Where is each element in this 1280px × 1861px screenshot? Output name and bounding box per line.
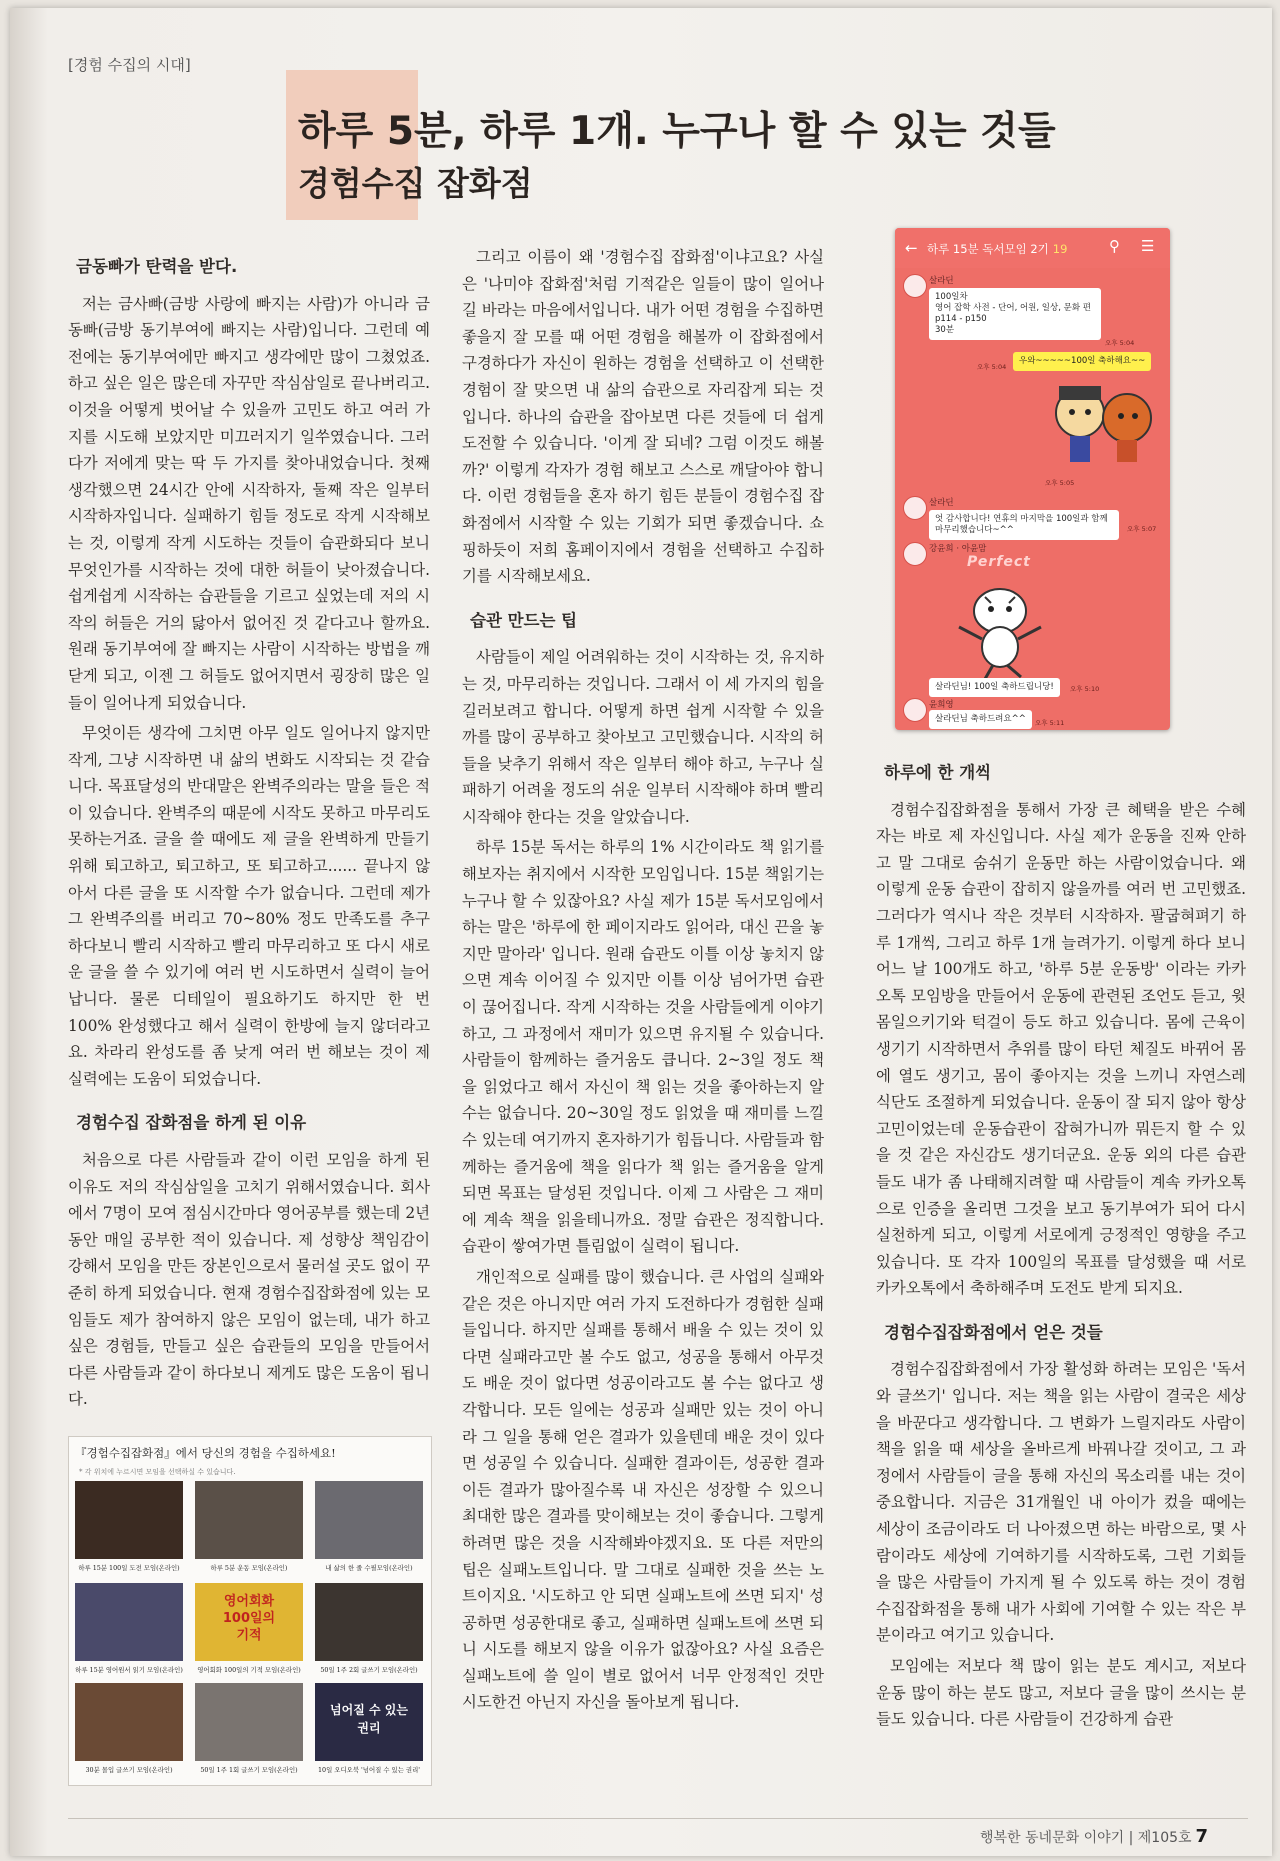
subheading: 하루에 한 개씩 <box>884 763 992 782</box>
meeting-tile[interactable] <box>75 1683 183 1761</box>
menu-icon[interactable]: ☰ <box>1141 237 1155 255</box>
chat-nickname: 강윤희 · 아윤맘 <box>929 544 987 554</box>
tile-caption: 50일 1주 2회 글쓰기 모임(온라인) <box>320 1666 418 1674</box>
chat-timestamp: 오후 5:05 <box>1045 479 1075 487</box>
paragraph: 사람들이 제일 어려워하는 것이 시작하는 것, 유지하는 것, 마무리하는 것입니다. 그래서 이 세 가지의 힘을 길러보려고 합니다. 어떻게 하면 쉽게 시작할 수 있을까를 많이 공부하고 찾아보고 고민했습니다. 시작의 허들을 낮추기 위해서 작은 일부터 해야 하고, 누구나 실패하기 어려울 정도의 쉬운 일부터 시작해야 하며 빨리 시작해야 한다는 것을 알았습니다. <box>462 648 824 826</box>
chat-message: 살라딘님! 100일 축하드립니당! <box>929 678 1060 697</box>
avatar <box>903 274 927 298</box>
meeting-tile[interactable] <box>75 1583 183 1661</box>
column-2 <box>462 244 824 1720</box>
meeting-tile[interactable] <box>195 1583 303 1661</box>
tile-caption: 하루 15분 영어원서 읽기 모임(온라인) <box>75 1666 183 1674</box>
chat-timestamp: 오후 5:04 <box>1105 339 1135 347</box>
chat-timestamp: 오후 5:04 <box>977 363 1007 371</box>
paragraph: 모임에는 저보다 책 많이 읽는 분도 계시고, 저보다 운동 많이 하는 분도 많고, 저보다 글을 많이 쓰시는 분들도 있습니다. 다른 사람들이 건강하게 습관 <box>876 1657 1246 1729</box>
title-block <box>286 70 1186 230</box>
chat-nickname: 살라딘 <box>929 498 954 508</box>
tile-caption: 하루 15분 100일 도전 모임(온라인) <box>78 1564 180 1572</box>
avatar <box>903 542 927 566</box>
chat-title: 하루 15분 독서모임 2기 19 <box>927 242 1068 256</box>
subheading: 경험수집 잡화점을 하게 된 이유 <box>76 1113 307 1133</box>
tile-caption: 30분 몰입 글쓰기 모임(온라인) <box>85 1766 173 1774</box>
paragraph: 무엇이든 생각에 그치면 아무 일도 일어나지 않지만 작게, 그냥 시작하면 내 삶의 변화도 시작되는 것 같습니다. 목표달성의 반대말은 완벽주의라는 말을 들은 적이 있습니다. 완벽주의 때문에 시작도 못하고 마무리도 못하는거죠. 글을 쓸 때에도 제 글을 완벽하게 만들기 위해 퇴고하고, 퇴고하고, 또 퇴고하고...... 끝나지 않아서 다른 글을 또 시작할 수가 없습니다. 그런데 제가 그 완벽주의를 버리고 70~80% 정도 만족도를 추구하다보니 빨리 시작하고 빨리 마무리하고 또 다시 새로운 글을 쓸 수 있기에 여러 번 시도하면서 실력이 늘어납니다. 물론 디테일이 필요하기도 하지만 한 번 100% 완성했다고 해서 실력이 한방에 늘지 않더라고요. 차라리 완성도를 좀 낮게 여러 번 해보는 것이 제 실력에는 도움이 되었습니다. <box>68 724 430 1088</box>
subheading: 경험수집잡화점에서 얻은 것들 <box>884 1322 1103 1342</box>
section-tag: [경험 수집의 시대] <box>68 56 191 74</box>
character-sticker <box>1045 378 1165 468</box>
chat-nickname: 살라딘 <box>929 276 954 286</box>
chat-message: 살라딘님 축하드려요^^ <box>929 710 1032 729</box>
page-number: 7 <box>1195 1826 1209 1847</box>
chat-nickname: 윤희영 <box>929 700 954 710</box>
paragraph: 개인적으로 실패를 많이 했습니다. 큰 사업의 실패와 같은 것은 아니지만 여러 가지 도전하다가 경험한 실패들입니다. 하지만 실패를 통해서 배울 수 있는 것이 있다면 실패라고만 볼 수도 없고, 성공을 통해서 아무것도 배운 것이 없다면 성공이라고도 볼 수는 없다고 생각합니다. 모든 일에는 성공과 실패만 있는 것이 아니라 그 일을 통해 얻은 결과가 있을텐데 배운 것이 있다면 성공일 수 있습니다. 실패한 결과이든, 성공한 결과이든 결과가 많아질수록 내 자신은 성장할 수 있으니 최대한 많은 결과를 맞이해보는 것이 좋습니다. 그렇게 하려면 많은 것을 시작해봐야겠지요. 또 다른 저만의 팁은 실패노트입니다. 말 그대로 실패한 것을 쓰는 노트이지요. '시도하고 안 되면 실패노트에 쓰면 되지' 성공하면 성공한대로 좋고, 실패하면 실패노트에 쓰면 되니 시도를 해보지 않을 이유가 없잖아요? 사실 요즘은 실패노트에 쓸 일이 별로 없어서 너무 안정적인 것만 시도한건 아닌지 자신을 돌아보게 됩니다. <box>462 1267 824 1712</box>
footer <box>980 1826 1208 1847</box>
chat-message: 100일차 영어 잡학 사전 - 단어, 어원, 일상, 문화 편 p114 - p150 30분 <box>929 288 1101 340</box>
meeting-tile[interactable] <box>75 1481 183 1559</box>
meeting-tile[interactable] <box>195 1683 303 1761</box>
meeting-tile[interactable] <box>315 1481 423 1559</box>
chat-timestamp: 오후 5:11 <box>1035 719 1065 727</box>
tile-text: 영어회화 100일의 기적 <box>222 1594 276 1643</box>
paragraph: 경험수집잡화점을 통해서 가장 큰 혜택을 받은 수혜자는 바로 제 자신입니다. 사실 제가 운동을 진짜 안하고 말 그대로 숨쉬기 운동만 하는 사람이었습니다. 왜 이렇게 운동 습관이 잡히지 않을까를 여러 번 고민했죠. 그러다가 역시나 작은 것부터 시작하자. 팔굽혀펴기 하루 1개씩, 그리고 하루 1개 늘려가기. 이렇게 하다 보니 어느 날 100개도 하고, '하루 5분 운동방' 이라는 카카오톡 모임방을 만들어서 운동에 관련된 조언도 듣고, 윗몸일으키기와 턱걸이 등도 하고 있습니다. 몸에 근육이 생기기 시작하면서 추위를 많이 타던 체질도 바뀌어 몸에 열도 생기고, 몸이 좋아지는 것을 느끼니 자연스레 식단도 조절하게 되었습니다. 운동이 잘 되지 않아 항상 고민이었는데 운동습관이 잡혀가니까 뭐든지 할 수 있을 것 같은 자신감도 생기더군요. 운동 외의 다른 습관들도 내가 좀 나태해지려할 때 사람들이 계속 카카오톡으로 인증을 올리면 그것을 보고 동기부여가 되어 다시 실천하게 되고, 이렇게 서로에게 긍정적인 영향을 주고 있습니다. 또 각자 100일의 목표를 달성했을 때 서로 카카오톡에서 축하해주며 도전도 받게 되지요. <box>876 800 1246 1298</box>
subheadline: 경험수집 잡화점 <box>298 164 533 203</box>
avatar <box>903 698 927 722</box>
footer-text: 행복한 동네문화 이야기 | 제105호 <box>980 1830 1192 1846</box>
tile-caption: 50일 1주 1회 글쓰기 모임(온라인) <box>200 1766 298 1774</box>
paragraph: 처음으로 다른 사람들과 같이 이런 모임을 하게 된 이유도 저의 작심삼일을 고치기 위해서였습니다. 회사에서 7명이 모여 점심시간마다 영어공부를 했는데 2년 동안 매일 공부한 적이 있습니다. 제 성향상 책임감이 강해서 모임을 만든 장본인으로서 물러설 곳도 없이 꾸준히 하게 되었습니다. 현재 경험수집잡화점에 있는 모임들도 제가 참여하지 않은 모임이 없는데, 내가 하고 싶은 경험들, 만들고 싶은 습관들의 모임을 만들어서 다른 사람들과 같이 하다보니 제게도 많은 도움이 됩니다. <box>68 1151 430 1409</box>
ad-title: 『경험수집잡화점』에서 당신의 경험을 수집하세요! <box>75 1446 336 1460</box>
kakaotalk-screenshot <box>895 228 1170 730</box>
tile-caption: 영어회화 100일의 기적 모임(온라인) <box>197 1666 301 1674</box>
paragraph: 저는 금사빠(금방 사랑에 빠지는 사람)가 아니라 금동빠(금방 동기부여에 빠지는 사람)입니다. 그런데 예전에는 동기부여에만 빠지고 생각에만 많이 그쳤었죠. 하고 싶은 일은 많은데 자꾸만 작심삼일로 끝나버리고. 이것을 어떻게 벗어날 수 있을까 고민도 하고 여러 가지를 시도해 보았지만 미끄러지기 일쑤였습니다. 그러다가 저에게 맞는 딱 두 가지를 찾아내었습니다. 첫째 생각했으면 24시간 안에 시작하자, 둘째 작은 일부터 시작하자입니다. 실패하기 힘들 정도로 작게 시작해보는 것, 이렇게 작게 시도하는 것들이 습관화되다 보니 무엇인가를 시작하는 것에 대한 허들이 낮아졌습니다. 쉽게쉽게 시작하는 습관들을 기르고 싶었는데 저의 시작의 허들은 거의 닳아서 없어진 것 같다고나 할까요. 원래 동기부여에 잘 빠지는 사람이 시작하는 방법을 깨닫게 되고, 이젠 그 허들도 없어지면서 굉장히 많은 일들이 일어나게 되었습니다. <box>68 294 430 712</box>
subheading: 금동빠가 탄력을 받다. <box>76 257 238 276</box>
meeting-tile[interactable] <box>315 1583 423 1661</box>
paragraph: 경험수집잡화점에서 가장 활성화 하려는 모임은 '독서와 글쓰기' 입니다. 저는 책을 읽는 사람이 결국은 세상을 바꾼다고 생각합니다. 그 변화가 느릴지라도 사람이 책을 읽을 때 세상을 올바르게 바꿔나갈 것이고, 그 과정에서 사람들이 글을 통해 자신의 목소리를 내는 것이 중요합니다. 지금은 31개월인 내 아이가 컸을 때에는 세상이 조금이라도 더 나아졌으면 하는 바람으로, 몇 사람이라도 세상에 기여하기를 시작하도록, 그런 기회들을 많은 사람들이 가지게 될 수 있도록 하는 것이 경험수집잡화점을 통해 내가 사회에 기여할 수 있는 작은 부분이라고 여기고 있습니다. <box>876 1360 1246 1645</box>
meeting-tile[interactable] <box>195 1481 303 1559</box>
chat-timestamp: 오후 5:07 <box>1127 525 1157 533</box>
chat-timestamp: 오후 5:10 <box>1070 685 1100 693</box>
meeting-tile[interactable] <box>315 1683 423 1761</box>
tile-caption: 10일 오디오북 '넘어질 수 있는 권리' <box>317 1766 421 1774</box>
my-chat-message: 우와~~~~~100일 축하해요~~ <box>1013 352 1151 371</box>
avatar <box>903 496 927 520</box>
back-arrow-icon[interactable]: ← <box>905 239 918 257</box>
paragraph: 그리고 이름이 왜 '경험수집 잡화점'이냐고요? 사실은 '나미야 잡화점'처럼 기적같은 일들이 많이 일어나길 바라는 마음에서입니다. 내가 어떤 경험을 수집하면 좋을지 잘 모를 때 어떤 경험을 해볼까 이 잡화점에서 구경하다가 자신이 원하는 경험을 선택하고 이 선택한 경험이 잘 맞으면 내 삶의 습관으로 자리잡게 되는 것입니다. 하나의 습관을 잡아보면 다른 것들에 더 쉽게 도전할 수 있습니다. '이게 잘 되네? 그럼 이것도 해볼까?' 이렇게 각자가 경험 해보고 스스로 깨달아야 합니다. 이런 경험들을 혼자 하기 힘든 분들이 경험수집 잡화점에서 시작할 수 있는 기회가 되면 좋겠습니다. 쇼핑하듯이 저희 홈페이지에서 경험을 선택하고 수집하기를 시작해보세요. <box>462 248 824 586</box>
column-3 <box>876 750 1246 1737</box>
sticker-caption: Perfect <box>967 554 1031 570</box>
tile-caption: 내 삶의 한 줄 수필모임(온라인) <box>325 1564 413 1572</box>
chat-message: 엇 감사합니다! 연휴의 마지막을 100일과 함께 마무리했습니다~^^ <box>929 510 1119 540</box>
tile-text: 넘어질 수 있는 권리 <box>330 1703 408 1735</box>
paragraph: 하루 15분 독서는 하루의 1% 시간이라도 책 읽기를 해보자는 취지에서 시작한 모임입니다. 15분 책읽기는 누구나 할 수 있잖아요? 사실 제가 15분 독서모임에서 하는 말은 '하루에 한 페이지라도 읽어라, 대신 끈을 놓지만 말아라' 입니다. 원래 습관도 이틀 이상 놓치지 않으면 계속 이어질 수 있지만 이틀 이상 넘어가면 습관이 끊어집니다. 작게 시작하는 것을 사람들에게 이야기하고, 그 과정에서 재미가 있으면 유지될 수 있습니다. 사람들이 함께하는 즐거움도 큽니다. 2~3일 정도 책을 읽었다고 해서 자신이 책 읽는 것을 좋아하는지 알 수는 없습니다. 20~30일 정도 읽었을 때 재미를 느낄 수 있는데 여기까지 혼자하기가 힘듭니다. 사람들과 함께하는 즐거움에 책을 읽다가 책 읽는 즐거움을 알게 되면 목표는 달성된 것입니다. 이제 그 사람은 그 재미에 계속 책을 읽을테니까요. 정말 습관은 정직합니다. 습관이 쌓여가면 틀림없이 실력이 됩니다. <box>462 838 824 1256</box>
ad-subtitle: * 각 위치에 누르시면 모임을 선택하실 수 있습니다. <box>79 1468 236 1476</box>
tile-caption: 하루 5분 운동 모임(온라인) <box>210 1564 288 1572</box>
column-1 <box>68 244 430 1417</box>
chat-header <box>895 228 1170 268</box>
headline: 하루 5분, 하루 1개. 누구나 할 수 있는 것들 <box>298 109 1056 154</box>
footer-rule <box>68 1818 1248 1819</box>
subheading: 습관 만드는 팁 <box>470 610 578 630</box>
ad-panel <box>68 1436 432 1786</box>
search-icon[interactable]: ⚲ <box>1109 237 1120 255</box>
tiger-sticker <box>945 573 1055 683</box>
magazine-page <box>10 8 1272 1856</box>
